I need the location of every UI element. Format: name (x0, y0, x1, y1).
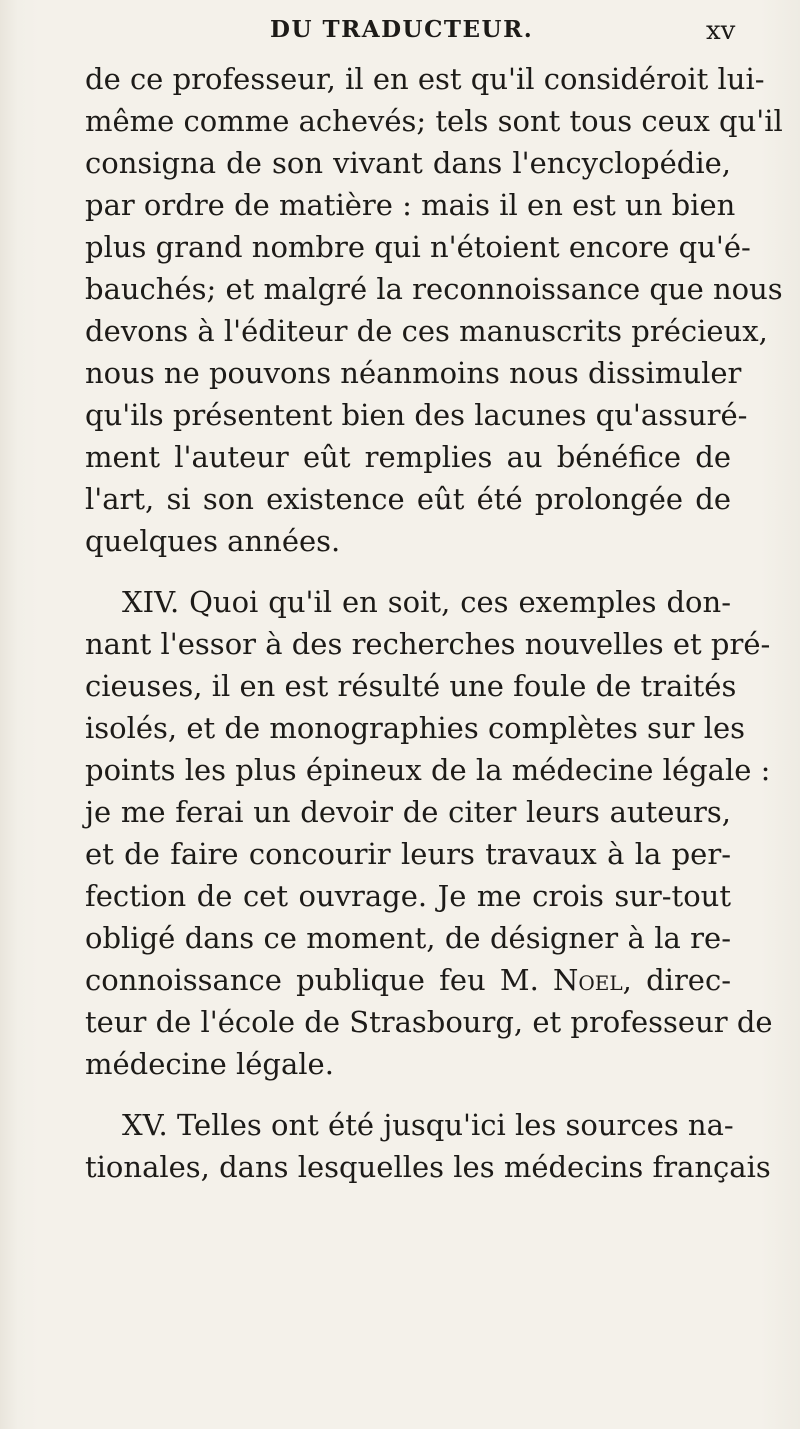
text-line: obligé dans ce moment, de désigner à la re- (85, 921, 731, 955)
text-line: cieuses, il en est résulté une foule de traités (85, 669, 737, 703)
text-line: quelques années. (85, 524, 341, 558)
text-line: devons à l'éditeur de ces manuscrits précieux, (85, 314, 768, 348)
text-fragment: connoissance publique feu M. (85, 963, 539, 997)
text-line: nant l'essor à des recherches nouvelles et pré- (85, 627, 771, 661)
text-line: tionales, dans lesquelles les médecins français (85, 1150, 771, 1184)
text-line: et de faire concourir leurs travaux à la per- (85, 837, 731, 871)
text-line: plus grand nombre qui n'étoient encore qu'é- (85, 230, 751, 264)
text-line: de ce professeur, il en est qu'il considéroit lui- (85, 62, 765, 96)
text-line: bauchés; et malgré la reconnoissance que nous (85, 272, 783, 306)
text-line: fection de cet ouvrage. Je me crois sur-tout (85, 879, 731, 913)
running-head: DU TRADUCTEUR. (270, 16, 534, 43)
person-name: Noel (553, 963, 623, 997)
text-line: je me ferai un devoir de citer leurs auteurs, (85, 795, 731, 829)
text-line: l'art, si son existence eût été prolongée de (85, 482, 731, 516)
text-line: isolés, et de monographies complètes sur les (85, 711, 746, 745)
text-line (85, 961, 731, 999)
text-line: par ordre de matière : mais il en est un bien (85, 188, 736, 222)
text-line: même comme achevés; tels sont tous ceux qu'il (85, 104, 783, 138)
text-line: teur de l'école de Strasbourg, et professeur de (85, 1005, 773, 1039)
text-line: consigna de son vivant dans l'encyclopédie, (85, 146, 731, 180)
text-fragment: , direc- (622, 963, 732, 997)
text-line: médecine légale. (85, 1047, 334, 1081)
text-line: nous ne pouvons néanmoins nous dissimuler (85, 356, 742, 390)
text-line: XIV. Quoi qu'il en soit, ces exemples don- (122, 585, 731, 619)
text-line: points les plus épineux de la médecine légale : (85, 753, 771, 787)
text-line: XV. Telles ont été jusqu'ici les sources na- (122, 1108, 734, 1142)
text-line: ment l'auteur eût remplies au bénéfice de (85, 440, 731, 474)
text-line: qu'ils présentent bien des lacunes qu'assuré- (85, 398, 748, 432)
page-number: xv (706, 16, 736, 46)
